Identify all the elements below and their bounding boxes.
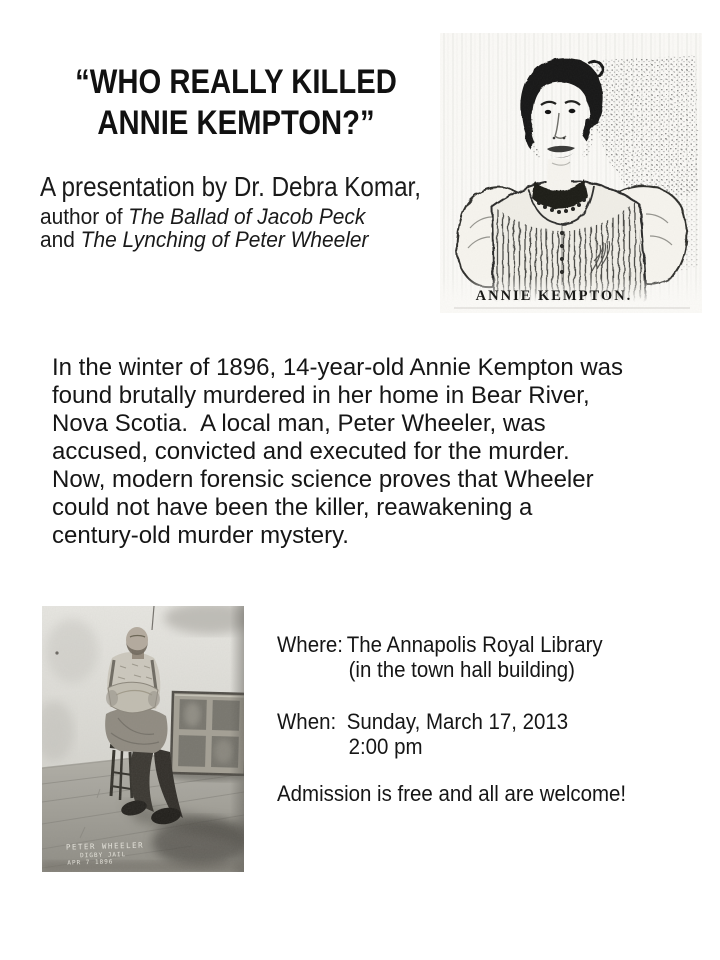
page-title <box>38 62 434 144</box>
story-line: could not have been the killer, reawakening a <box>52 494 533 521</box>
author-line-2-prefix: and <box>40 227 81 252</box>
story-paragraph <box>52 354 672 550</box>
story-line: century-old murder mystery. <box>52 522 349 549</box>
annie-kempton-engraving <box>440 33 702 313</box>
title-line-2: ANNIE KEMPTON?” <box>97 104 375 142</box>
story-line: accused, convicted and executed for the murder. <box>52 438 570 465</box>
story-line: Now, modern forensic science proves that Wheeler <box>52 466 594 493</box>
annie-kempton-portrait <box>440 33 702 313</box>
when-label: When: <box>277 709 337 734</box>
admission-note: Admission is free and all are welcome! <box>277 781 627 806</box>
event-details <box>277 632 668 806</box>
book-title-1: The Ballad of Jacob Peck <box>128 204 366 229</box>
where-block <box>277 632 668 682</box>
story-line: In the winter of 1896, 14-year-old Annie Kempton was <box>52 354 624 381</box>
story-line: Nova Scotia. A local man, Peter Wheeler, was <box>52 410 546 437</box>
where-label: Where: <box>277 632 343 657</box>
wheeler-photo-illustration <box>42 606 244 872</box>
presenter-line: A presentation by Dr. Debra Komar, <box>40 171 421 202</box>
author-line-1 <box>40 205 496 228</box>
author-line-2 <box>40 228 496 251</box>
when-value-line-2: 2:00 pm <box>348 734 423 759</box>
grain-overlay <box>440 33 702 313</box>
author-line-1-prefix: author of <box>40 204 129 229</box>
when-value-line-1: Sunday, March 17, 2013 <box>346 709 569 734</box>
story-line: found brutally murdered in her home in Bear River, <box>52 382 590 409</box>
title-line-1: “WHO REALLY KILLED <box>75 63 397 101</box>
where-value-line-1: The Annapolis Royal Library <box>346 632 603 657</box>
peter-wheeler-photo <box>42 606 244 872</box>
book-title-2: The Lynching of Peter Wheeler <box>80 227 369 252</box>
photo-grain-overlay <box>42 606 244 872</box>
when-block <box>277 709 668 759</box>
where-value-line-2: (in the town hall building) <box>348 657 575 682</box>
